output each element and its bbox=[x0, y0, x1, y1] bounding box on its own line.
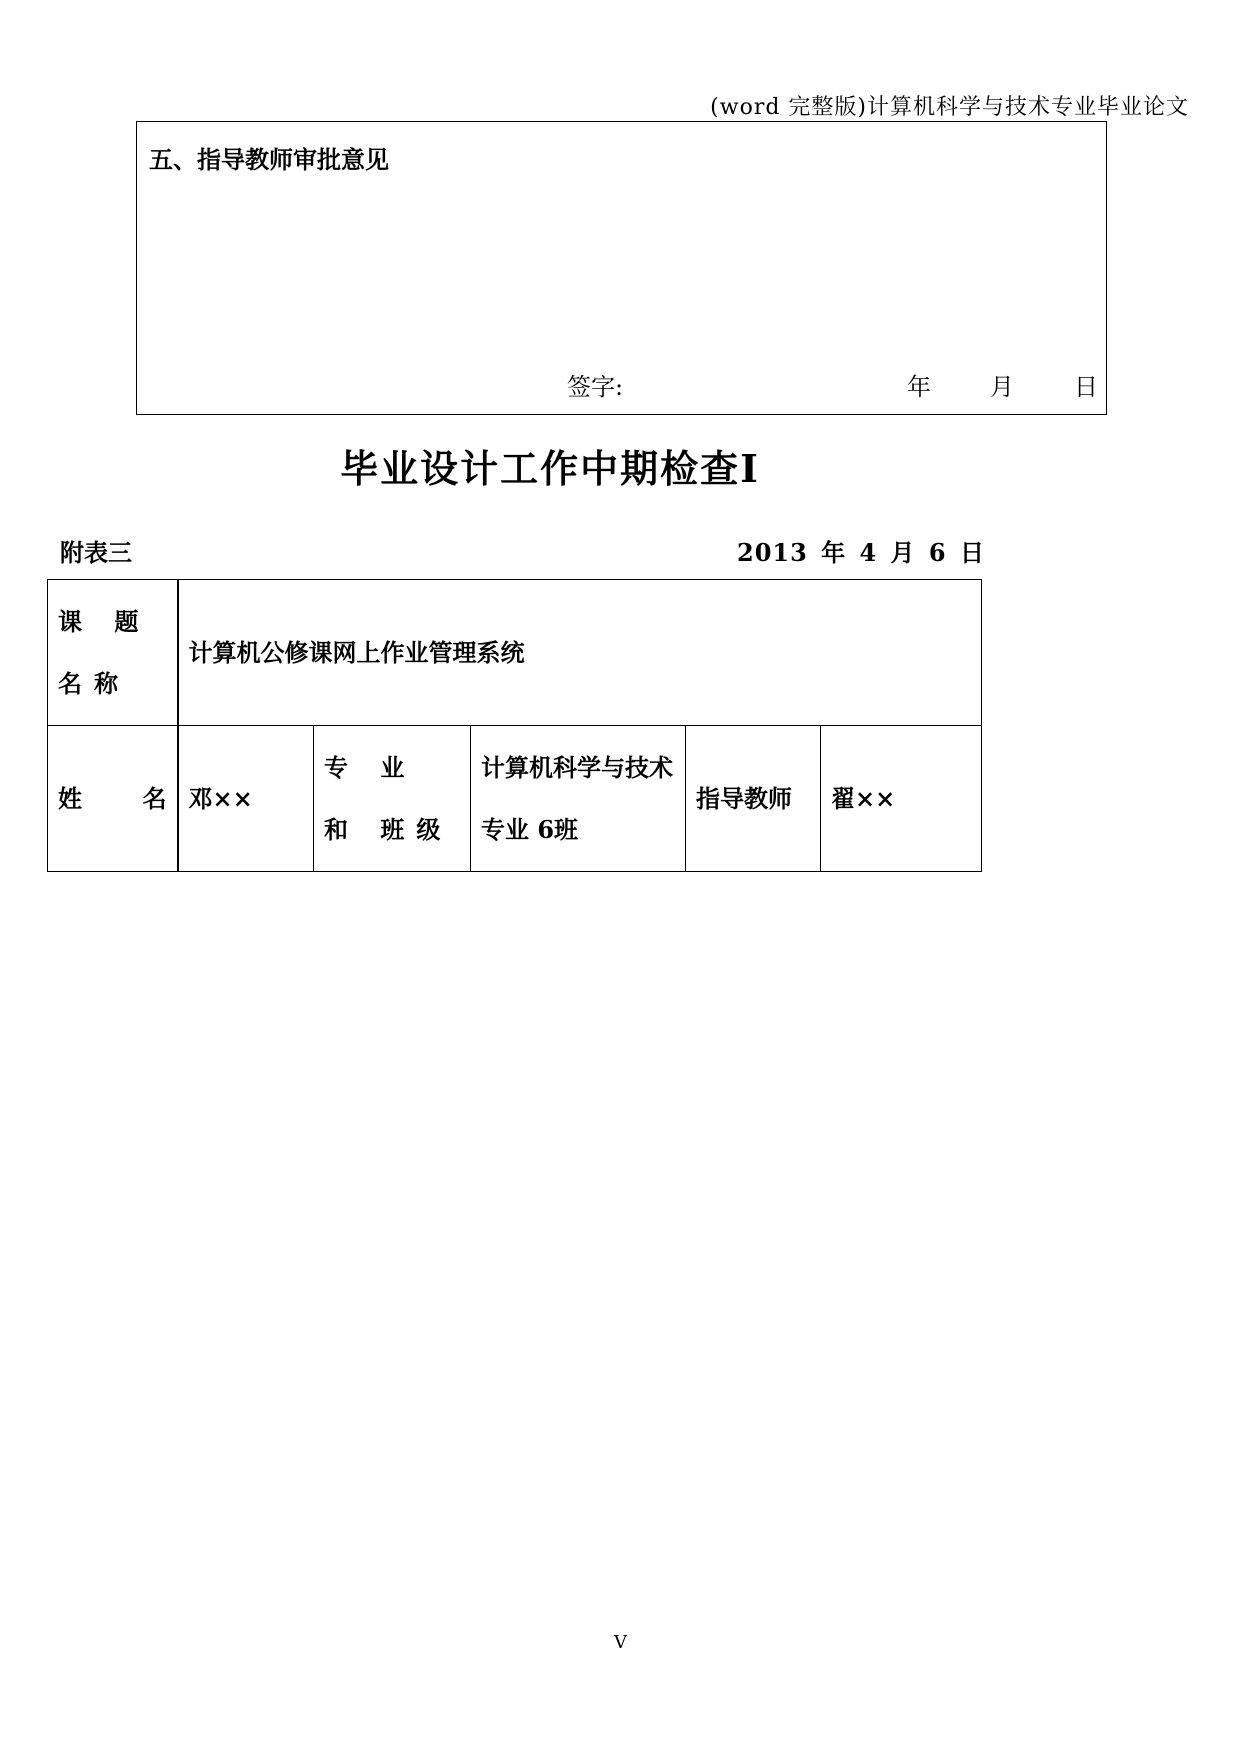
advisor-value: 翟×× bbox=[831, 783, 896, 813]
midterm-check-table bbox=[47, 579, 982, 872]
day-label: 日 bbox=[1074, 373, 1098, 401]
page-number: V bbox=[614, 1632, 627, 1653]
class-label: 专 业 和 班级 bbox=[324, 752, 453, 844]
class-value-cell bbox=[471, 726, 686, 872]
advisor-approval-box bbox=[136, 121, 1107, 415]
name-label-cell bbox=[48, 726, 178, 872]
month-label: 月 bbox=[990, 373, 1014, 401]
advisor-label: 指导教师 bbox=[696, 783, 792, 813]
class-value: 计算机科学与技术专业 6班 bbox=[481, 752, 673, 844]
topic-value-cell bbox=[178, 580, 982, 726]
class-label-cell bbox=[314, 726, 471, 872]
topic-label: 课 题 名称 bbox=[58, 606, 151, 698]
annex-label: 附表三 bbox=[60, 538, 132, 567]
form-date: 2013 年 4 月 6 日 bbox=[737, 538, 985, 567]
signature-label: 签字: bbox=[567, 373, 624, 401]
document-header: (word 完整版)计算机科学与技术专业毕业论文 bbox=[710, 95, 1189, 120]
table-row bbox=[48, 726, 982, 872]
form-title: 毕业设计工作中期检查Ⅰ bbox=[340, 446, 760, 491]
name-value: 邓×× bbox=[188, 783, 253, 813]
topic-value: 计算机公修课网上作业管理系统 bbox=[188, 637, 525, 667]
name-label-part: 名 bbox=[142, 783, 167, 813]
name-label bbox=[58, 768, 167, 830]
name-value-cell bbox=[178, 726, 314, 872]
advisor-label-cell bbox=[686, 726, 821, 872]
table-row bbox=[48, 580, 982, 726]
topic-label-cell bbox=[48, 580, 178, 726]
year-label: 年 bbox=[907, 373, 931, 401]
name-label-part: 姓 bbox=[58, 783, 82, 813]
advisor-value-cell bbox=[821, 726, 982, 872]
approval-heading: 五、指导教师审批意见 bbox=[149, 145, 389, 174]
